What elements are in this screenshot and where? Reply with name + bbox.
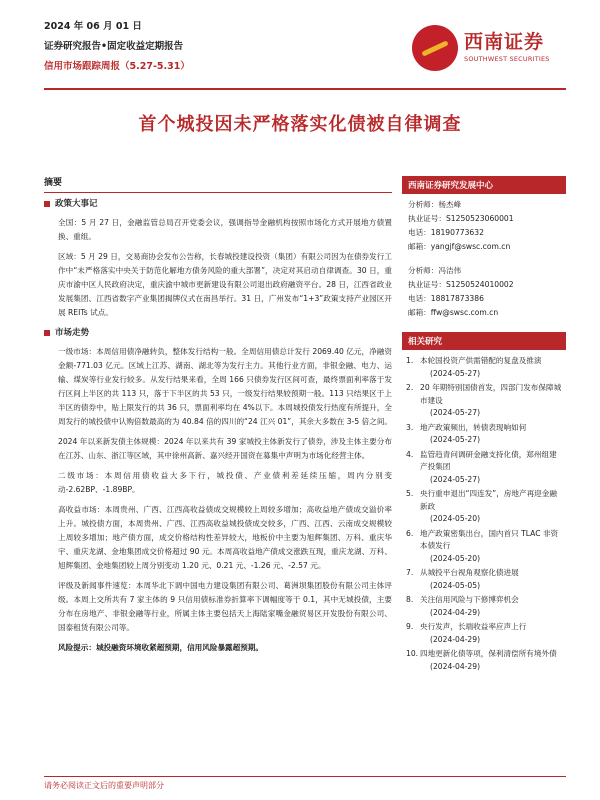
logo-chinese-name: 西南证券 bbox=[464, 31, 545, 53]
abstract-column bbox=[44, 176, 392, 661]
related-item-text: 从城投平台视角观察化债进展 bbox=[420, 568, 519, 577]
related-item-number: 6. bbox=[406, 528, 414, 538]
related-item-text: 本轮国投资产供需错配的复盘及推演 bbox=[420, 356, 542, 365]
analyst-email[interactable]: 邮箱：yangjf@swsc.com.cn bbox=[408, 242, 511, 251]
related-research-item[interactable] bbox=[406, 621, 562, 646]
related-item-date: (2024-04-29) bbox=[430, 661, 481, 671]
related-item-number: 9. bbox=[406, 622, 414, 631]
related-item-title bbox=[420, 567, 562, 592]
related-item-title bbox=[420, 449, 562, 487]
abstract-label: 摘要 bbox=[44, 176, 392, 193]
report-date: 2024 年 06 月 01 日 bbox=[44, 21, 142, 32]
analyst-name: 分析师：冯洁伟 bbox=[408, 266, 462, 275]
header-divider bbox=[44, 88, 566, 90]
related-item-date: (2024-04-29) bbox=[430, 634, 481, 644]
related-research-list bbox=[402, 350, 566, 673]
related-item-text: 央行发声，长端收益率应声上行 bbox=[420, 622, 527, 631]
analyst-phone: 电话：18817873386 bbox=[408, 294, 484, 303]
related-research-item[interactable] bbox=[406, 528, 562, 566]
related-item-text: 关注信用风险与下修博弈机会 bbox=[420, 595, 519, 604]
market-new-issuers: 2024 年以来新发债主体规模：2024 年以来共有 39 家城投主体新发行了债券，涉及主体主要分布在江苏、山东、浙江等区域，其中徐州高新、嘉兴经开国资在募集中声明为市场化经营主体。 bbox=[58, 437, 392, 460]
related-item-date: (2024-05-20) bbox=[430, 514, 481, 523]
related-item-text: 监管趋青问调研金融支持化债，郑州组建产投集团 bbox=[420, 449, 557, 471]
related-item-title bbox=[420, 488, 562, 526]
footer-divider bbox=[44, 776, 566, 777]
sidebar bbox=[402, 176, 566, 675]
related-item-title bbox=[420, 382, 562, 420]
logo-english-name: SOUTHWEST SECURITIES bbox=[464, 55, 550, 63]
related-research-item[interactable] bbox=[406, 355, 562, 380]
market-secondary: 二级市场：本周信用债收益大多下行，城投债、产业债利差延续压缩，周内分别变动-2.62BP、-1.89BP。 bbox=[58, 471, 392, 494]
logo-emblem-icon bbox=[412, 25, 458, 71]
policy-national: 全国：5 月 27 日，金融监管总局召开党委会议，强调指导金融机构按照市场化方式开展地方债置换、重组。 bbox=[58, 218, 392, 241]
report-title: 首个城投因未严格落实化债被自律调查 bbox=[138, 114, 462, 135]
related-item-date: (2024-05-27) bbox=[430, 435, 481, 444]
related-research bbox=[402, 332, 566, 673]
analyst-block bbox=[402, 194, 566, 320]
related-research-item[interactable] bbox=[406, 594, 562, 619]
related-item-number: 4. bbox=[406, 449, 414, 459]
related-item-title bbox=[420, 528, 562, 566]
related-item-number: 8. bbox=[406, 595, 414, 604]
related-item-title bbox=[420, 648, 562, 673]
related-research-item[interactable] bbox=[406, 648, 562, 673]
related-research-item[interactable] bbox=[406, 488, 562, 526]
related-item-text: 20 年期特别国债首发，四部门发布保障城市建设 bbox=[420, 383, 562, 405]
research-team-heading: 西南证券研究发展中心 bbox=[402, 176, 566, 194]
analyst-license: 执业证号：S1250524010002 bbox=[408, 280, 514, 289]
related-item-number: 5. bbox=[406, 489, 414, 498]
related-item-date: (2024-05-27) bbox=[430, 368, 481, 378]
section-heading-market: 市场走势 bbox=[44, 326, 392, 340]
bullet-square-icon bbox=[44, 330, 50, 336]
related-research-heading: 相关研究 bbox=[402, 332, 566, 350]
related-item-number: 10. bbox=[406, 649, 419, 658]
related-item-title bbox=[420, 422, 562, 447]
related-item-date: (2024-05-27) bbox=[430, 474, 481, 484]
related-item-date: (2024-04-29) bbox=[430, 607, 481, 617]
risk-warning: 风险提示：城投融资环境收紧超预期，信用风险暴露超预期。 bbox=[58, 643, 264, 652]
bullet-square-icon bbox=[44, 201, 50, 207]
related-item-title bbox=[420, 355, 562, 380]
related-research-item[interactable] bbox=[406, 567, 562, 592]
related-research-item[interactable] bbox=[406, 422, 562, 447]
policy-regional: 区域：5 月 29 日，交易商协会发布公告称，长春城投建设投资（集团）有限公司因为在债券发行工作中“未严格落实中央关于防范化解地方债务风险的重大部署”，决定对其启动自律调查。30 日，重庆市渝中区人民政府决定，重庆渝中城市更新建设有限公司退出政府融资平台。28 日，江西省政业发展集团、江西省数字产业集团揭牌仪式在南昌举行。31 日，广州发布“1+3”政策支持产业园区开展 REITs 试点。 bbox=[58, 252, 392, 317]
analyst-email[interactable]: 邮箱：ffw@swsc.com.cn bbox=[408, 308, 499, 317]
related-item-number: 1. bbox=[406, 356, 414, 365]
related-item-number: 2. bbox=[406, 383, 414, 392]
company-logo bbox=[412, 17, 562, 79]
report-series: 证券研究报告•固定收益定期报告 bbox=[44, 41, 184, 52]
related-item-title bbox=[420, 594, 562, 619]
market-primary: 一级市场：本周信用债净融转负，整体发行结构一般。全周信用债总计发行 2069.40 亿元，净融资金额-771.03 亿元。区域上江苏、湖南、湖北等为发行主力。其他行业方面，非银金融、电力、运输、煤炭等行业发行较多。从发行结果来看，全周 166 只债券发行区间可查，最终票面利率落于发行区间上半区的共 113 只，落于下半区的共 53 只，一级发行结果较预期一般。113 只结果区于上半区的债券中，贴上限发行的共 36 只，票面利率均在 4%以下。本周城投债发行热度有所提升，全周发行的城投债中认购倍数最高的为 40.84 倍的四川的“24 江兴 01”，其余大多数在 3-5 倍之间。 bbox=[58, 347, 393, 426]
related-item-text: 地产政策密集出台，国内首只 TLAC 非资本债发行 bbox=[420, 528, 559, 550]
related-item-number: 3. bbox=[406, 422, 414, 432]
related-item-text: 央行重申退出“四连发”，房地产再迎金融新政 bbox=[420, 489, 557, 511]
report-header bbox=[44, 12, 564, 90]
related-item-text: 四地更新化债等项，保利清偿所有境外债 bbox=[420, 649, 557, 658]
market-high-yield: 高收益市场：本周贵州、广西、江西高收益债成交规模较上周较多增加；高收益地产债成交溢价率上升。城投债方面，本周贵州、广西、江西高收益城投债成交较多，广西、江西、云南成交规模较上周较多增加；地产债方面，成交价格结构性差异较大，地板价中主要为旭辉集团、万科、重庆华宇、重庆龙湖、金地集团成交价格超过 90 元。本周高收益地产债成交涨跌互现，重庆龙湖、万科、旭辉集团、金地集团较上周分别变动 1.20 元、0.21 元、-1.26 元、-2.57 元。 bbox=[58, 505, 392, 570]
section-heading-policy: 政策大事记 bbox=[44, 197, 392, 211]
analyst-name: 分析师：杨杰峰 bbox=[408, 200, 462, 209]
related-item-date: (2024-05-05) bbox=[430, 580, 481, 590]
related-item-title bbox=[420, 621, 562, 646]
related-item-number: 7. bbox=[406, 568, 414, 577]
analyst-license: 执业证号：S1250523060001 bbox=[408, 214, 514, 223]
related-item-date: (2024-05-20) bbox=[430, 553, 481, 563]
related-research-item[interactable] bbox=[406, 382, 562, 420]
analyst-phone: 电话：18190773632 bbox=[408, 228, 484, 237]
footer-disclaimer: 请务必阅读正文后的重要声明部分 bbox=[44, 781, 164, 790]
related-item-text: 地产政策频出，转债表现响如何 bbox=[420, 422, 527, 432]
report-subtitle: 信用市场跟踪周报（5.27-5.31） bbox=[44, 61, 190, 72]
market-ratings-news: 评级及新闻事件速览：本周华北下调中国电力建设集团有限公司、葛洲坝集团股份有限公司主体评级。本周上交所共有 7 家主体的 9 只信用债标准券折算率下调幅度等于 0.1，其中无城投债，主要分布在房地产、非银金融等行业，所属主体主要包括天上海陆家嘴金融贸易区开发股份有限公司、国泰租赁有限公司等。 bbox=[58, 581, 392, 632]
related-research-item[interactable] bbox=[406, 449, 562, 487]
related-item-date: (2024-05-27) bbox=[430, 408, 481, 417]
